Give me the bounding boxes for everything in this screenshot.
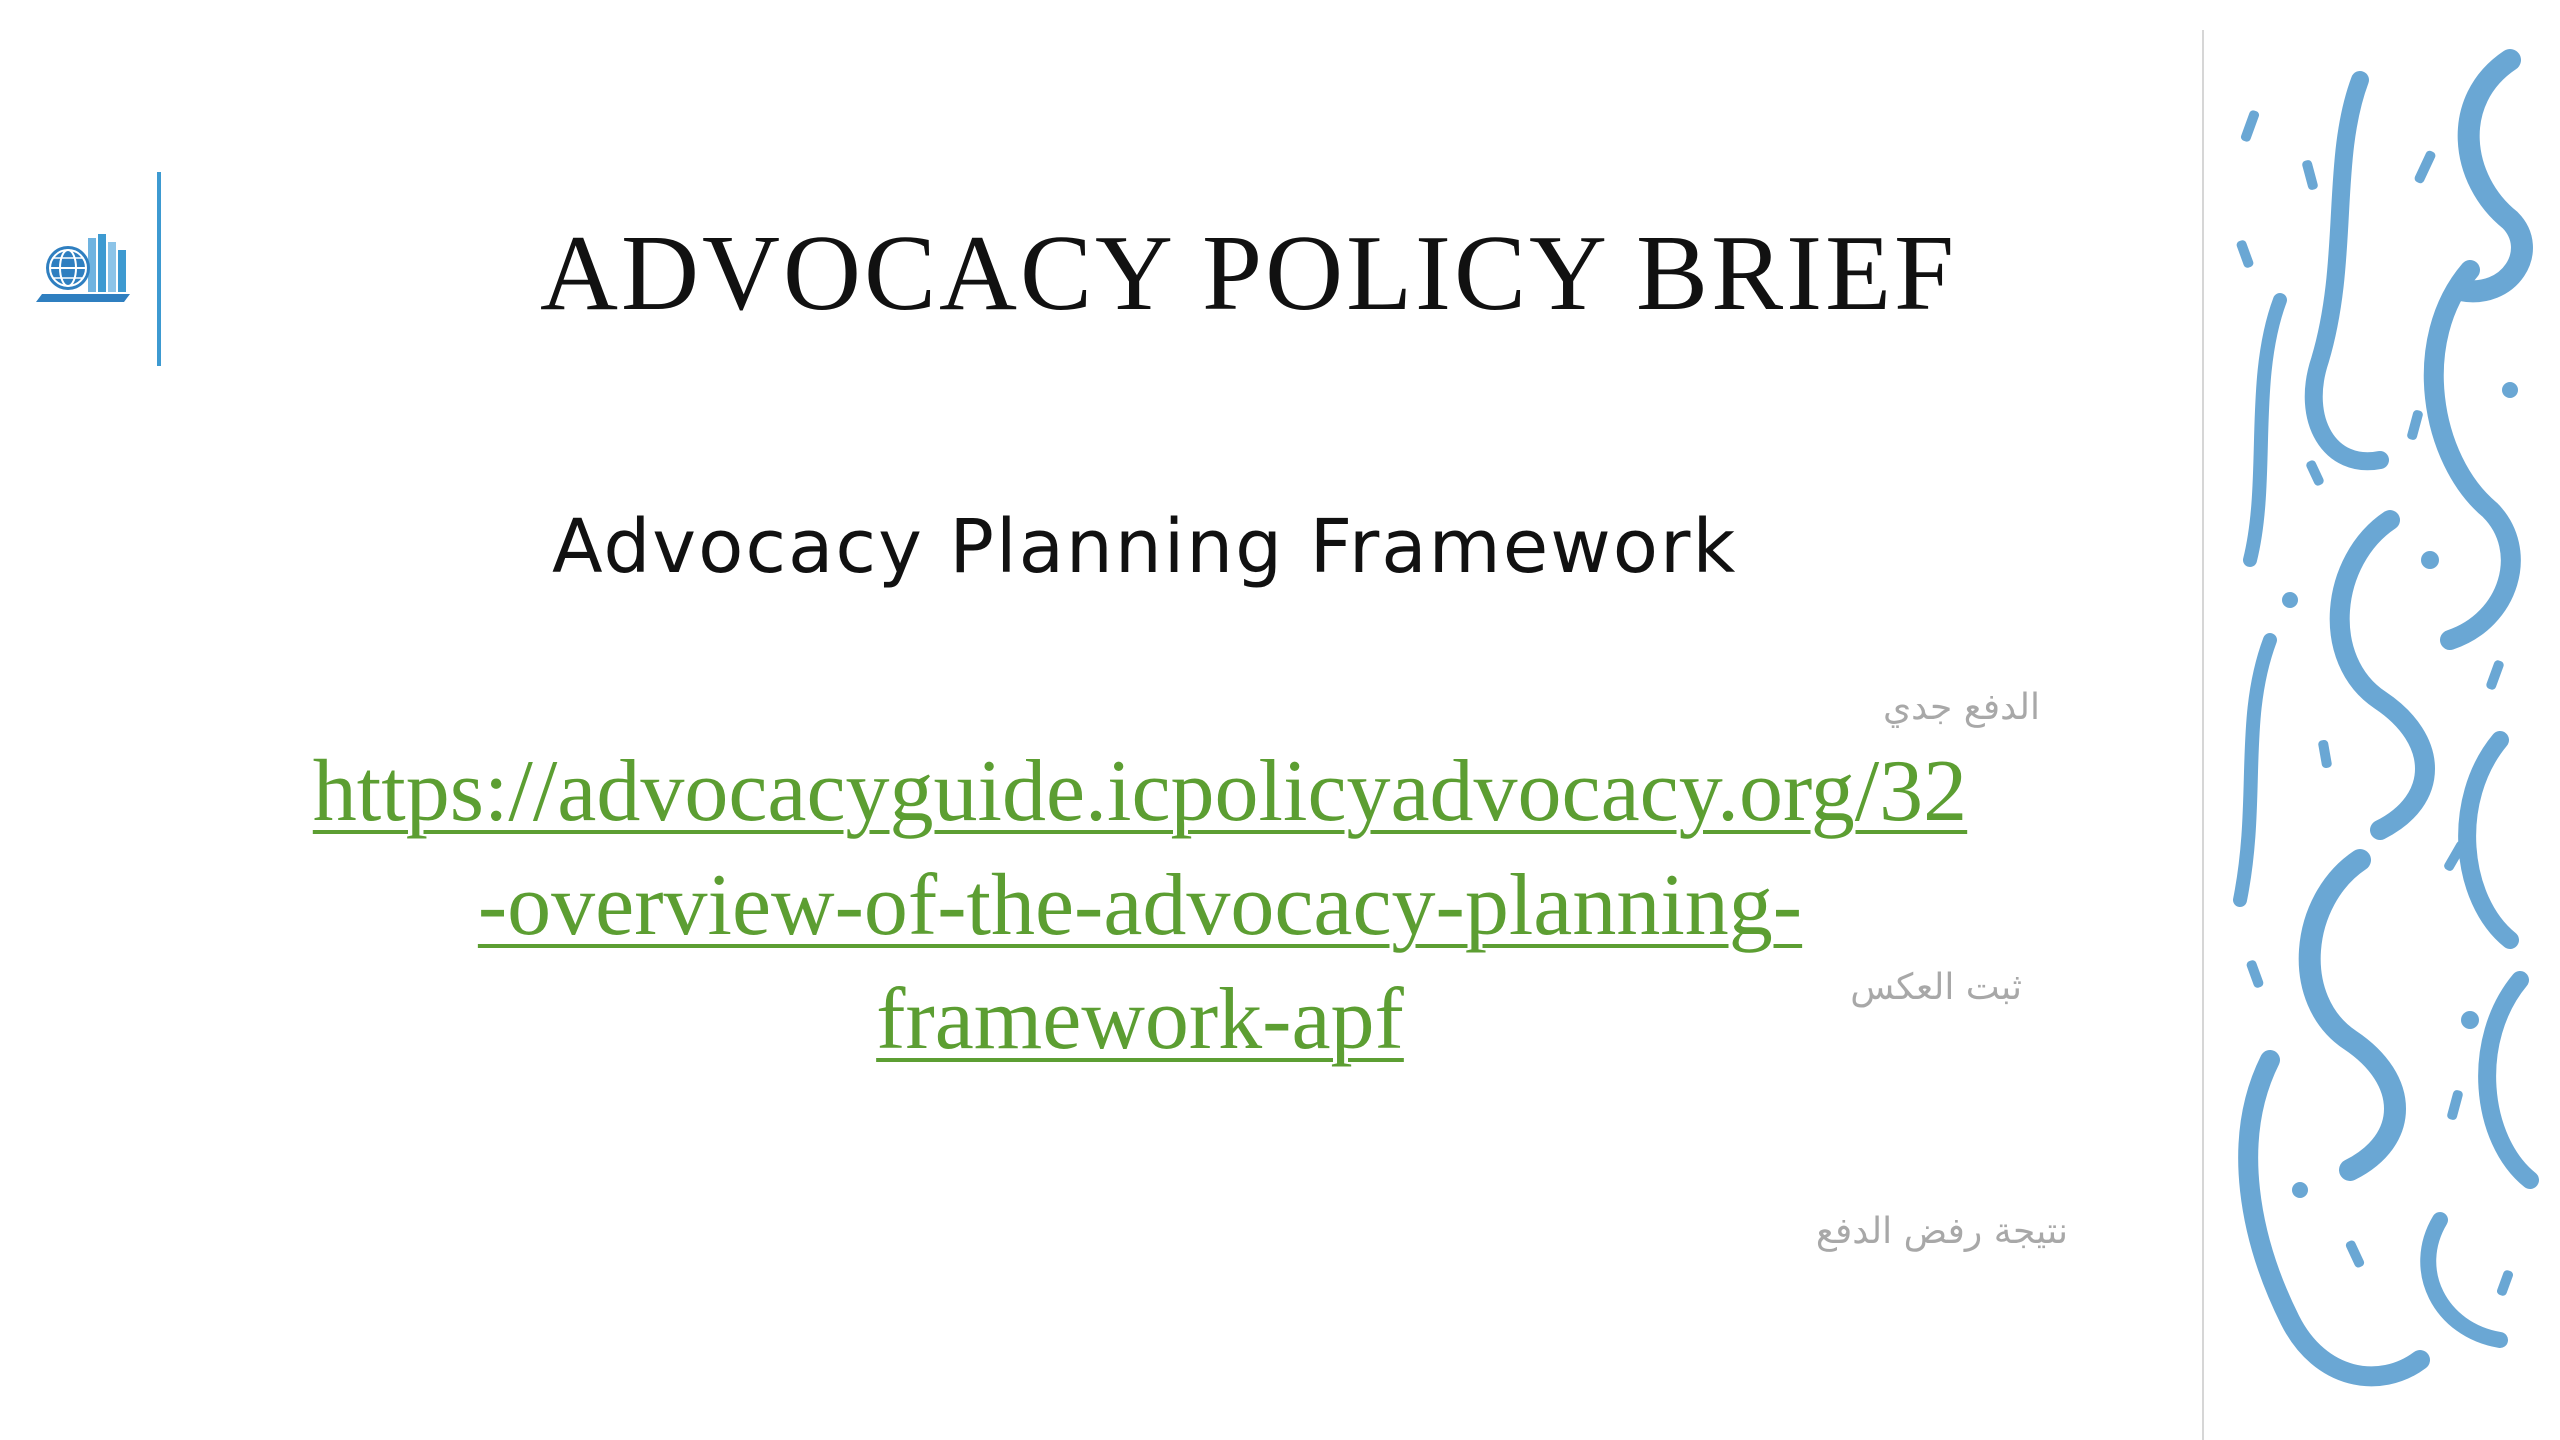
slide-title: ADVOCACY POLICY BRIEF	[540, 214, 1958, 333]
calligraphy-panel-icon	[2210, 40, 2550, 1420]
slide-subtitle: Advocacy Planning Framework	[552, 504, 1738, 590]
link-line-1[interactable]: https://advocacyguide.icpolicyadvocacy.org/32	[312, 743, 1968, 840]
apf-link[interactable]	[200, 735, 2080, 1077]
logo-divider	[157, 172, 161, 366]
link-line-2[interactable]: -overview-of-the-advocacy-planning-	[477, 857, 1803, 954]
side-panel-divider	[2202, 30, 2204, 1440]
arabic-note-1: الدفع جدي	[1882, 687, 2040, 728]
arabic-note-3: نتيجة رفض الدفع	[1815, 1211, 2068, 1252]
link-line-3[interactable]: framework-apf	[876, 971, 1404, 1068]
university-logo-icon	[36, 232, 136, 304]
arabic-note-2: ثبت العكس	[1850, 967, 2022, 1008]
